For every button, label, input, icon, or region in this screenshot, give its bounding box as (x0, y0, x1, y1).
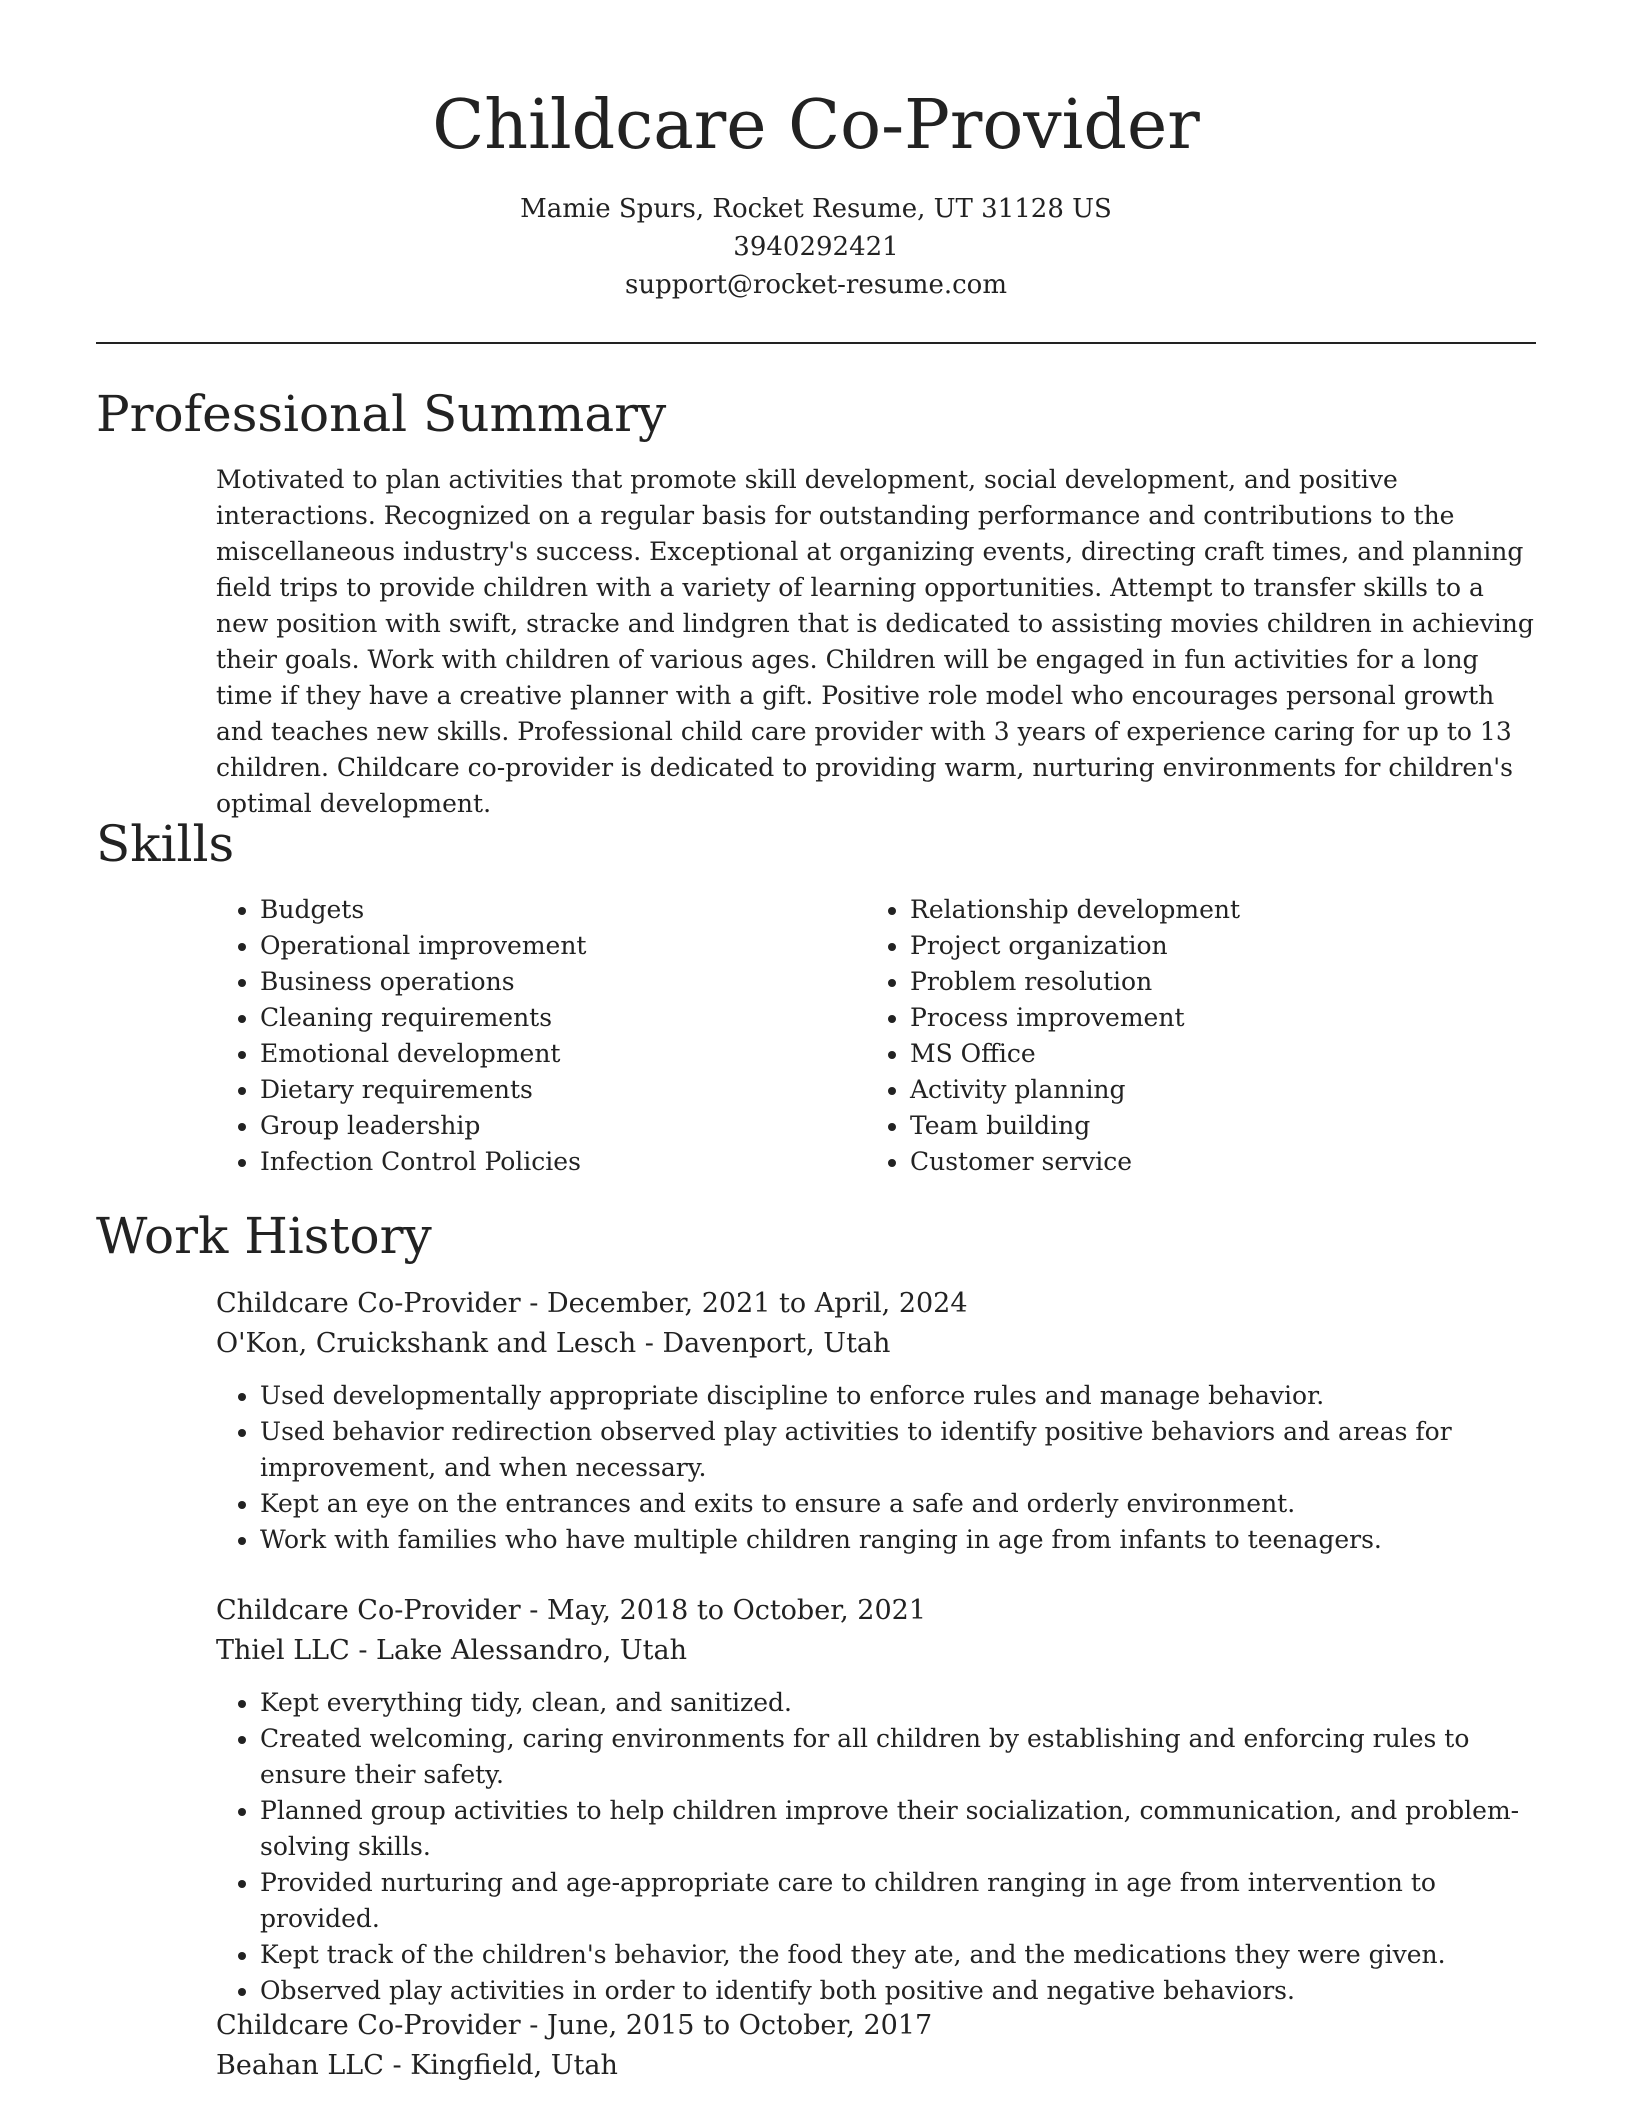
skill-item: • Project organization (910, 928, 1550, 964)
job-dates: December, 2021 to April, 2024 (547, 1288, 968, 1319)
job-bullet: • Kept track of the children's behavior, the food they ate, and the medications they were given. (260, 1937, 1536, 1973)
skill-item: • Team building (910, 1108, 1550, 1144)
skill-item: • Group leadership (260, 1108, 860, 1144)
resume-header (0, 84, 1632, 304)
skill-item: • Dietary requirements (260, 1072, 860, 1108)
header-divider (96, 342, 1536, 344)
skill-item: • Budgets (260, 892, 860, 928)
job-title: Childcare Co-Provider (216, 2010, 521, 2041)
job-bullet: • Kept everything tidy, clean, and sanitized. (260, 1685, 1536, 1721)
job-entry (216, 1591, 1536, 2009)
job-company-line: Beahan LLC - Kingfield, Utah (216, 2050, 618, 2081)
contact-phone: 3940292421 (733, 232, 899, 262)
skills-list-right (866, 892, 1550, 1180)
job-title: Childcare Co-Provider (216, 1595, 521, 1626)
job-bullet: • Used behavior redirection observed play activities to identify positive behaviors and areas for improvement, and when necessary. (260, 1414, 1536, 1486)
contact-email: support@rocket-resume.com (624, 270, 1007, 300)
job-dates: June, 2015 to October, 2017 (547, 2010, 933, 2041)
contact-address: Mamie Spurs, Rocket Resume, UT 31128 US (520, 194, 1112, 224)
job-dates: May, 2018 to October, 2021 (547, 1595, 927, 1626)
job-bullet: • Work with families who have multiple children ranging in age from infants to teenagers. (260, 1522, 1536, 1558)
skill-item: • Problem resolution (910, 964, 1550, 1000)
job-bullet-list (216, 1685, 1536, 2009)
summary-text: Motivated to plan activities that promote skill development, social development, and positive interactions. Recognized on a regular basis for outstanding performance and contributions to the miscellaneous industry's success. Exceptional at organizing events, directing craft times, and planning field trips to provide children with a variety of learning opportunities. Attempt to transfer skills to a new position with swift, stracke and lindgren that is dedicated to assisting movies children in achieving their goals. Work with children of various ages. Children will be engaged in fun activities for a long time if they have a creative planner with a gift. Positive role model who encourages personal growth and teaches new skills. Professional child care provider with 3 years of experience caring for up to 13 children. Childcare co-provider is dedicated to providing warm, nurturing environments for children's optimal development. (216, 465, 1534, 818)
skill-item: • Activity planning (910, 1072, 1550, 1108)
job-bullet: • Kept an eye on the entrances and exits to ensure a safe and orderly environment. (260, 1486, 1536, 1522)
job-title-line: Childcare Co-Provider - May, 2018 to October, 2021 (216, 1595, 927, 1626)
contact-block (0, 190, 1632, 304)
job-company: Beahan LLC (216, 2050, 384, 2081)
summary-heading: Professional Summary (96, 385, 667, 443)
job-bullet-list (216, 1378, 1536, 1558)
job-title: Childcare Co-Provider (216, 1288, 521, 1319)
skill-item: • Business operations (260, 964, 860, 1000)
resume-title: Childcare Co-Provider (432, 86, 1200, 165)
job-bullet: • Observed play activities in order to identify both positive and negative behaviors. (260, 1973, 1536, 2009)
skill-item: • Process improvement (910, 1000, 1550, 1036)
job-bullet: • Created welcoming, caring environments for all children by establishing and enforcing rules to ensure their safety. (260, 1721, 1536, 1793)
work-history-heading: Work History (96, 1207, 432, 1265)
job-company-line: Thiel LLC - Lake Alessandro, Utah (216, 1635, 688, 1666)
job-bullet: • Planned group activities to help children improve their socialization, communication, and problem-solving skills. (260, 1793, 1536, 1865)
job-entry (216, 2006, 1536, 2086)
job-bullet: • Provided nurturing and age-appropriate care to children ranging in age from intervention to provided. (260, 1865, 1536, 1937)
job-bullet: • Used developmentally appropriate discipline to enforce rules and manage behavior. (260, 1378, 1536, 1414)
skill-item: • Emotional development (260, 1036, 860, 1072)
skills-list-left (216, 892, 860, 1180)
skill-item: • Operational improvement (260, 928, 860, 964)
skills-heading: Skills (96, 815, 235, 873)
skill-item: • Infection Control Policies (260, 1144, 860, 1180)
job-company: O'Kon, Cruickshank and Lesch (216, 1328, 637, 1359)
job-company-line: O'Kon, Cruickshank and Lesch - Davenport, Utah (216, 1328, 891, 1359)
job-location: Lake Alessandro, Utah (376, 1635, 688, 1666)
skill-item: • Relationship development (910, 892, 1550, 928)
job-location: Davenport, Utah (662, 1328, 891, 1359)
skill-item: • Cleaning requirements (260, 1000, 860, 1036)
job-entry (216, 1284, 1536, 1558)
skill-item: • MS Office (910, 1036, 1550, 1072)
job-company: Thiel LLC (216, 1635, 350, 1666)
job-location: Kingfield, Utah (410, 2050, 618, 2081)
job-title-line: Childcare Co-Provider - December, 2021 to April, 2024 (216, 1288, 968, 1319)
skill-item: • Customer service (910, 1144, 1550, 1180)
job-title-line: Childcare Co-Provider - June, 2015 to October, 2017 (216, 2010, 933, 2041)
